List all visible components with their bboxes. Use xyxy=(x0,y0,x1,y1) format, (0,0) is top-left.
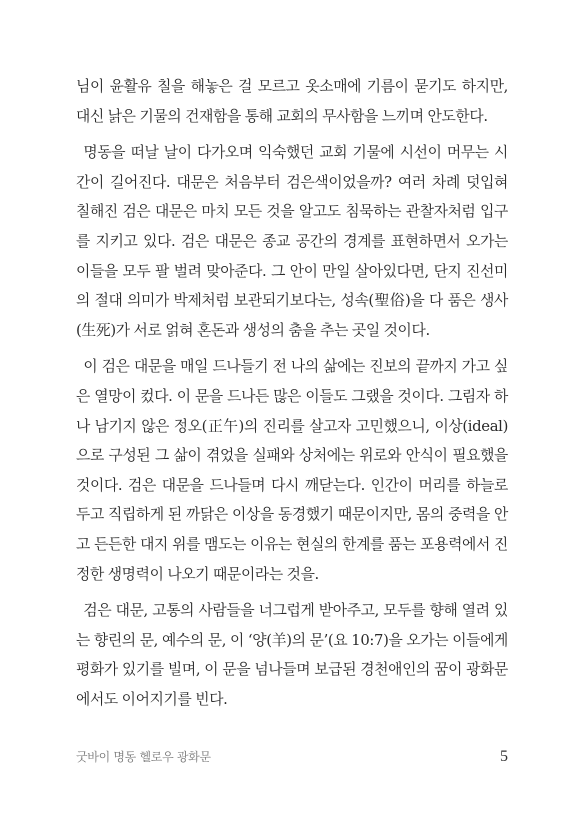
paragraph-3: 이 검은 대문을 매일 드나들기 전 나의 삶에는 진보의 끝까지 가고 싶은 열망이 컸다. 이 문을 드나든 많은 이들도 그랬을 것이다. 그림자 하나 남기지 않은 정오(正午)의 진리를 살고자 고민했으니, 이상(ideal)으로 구성된 그 삶이 겪었을 실패와 상처에는 위로와 안식이 필요했을 것이다. 검은 대문을 드나들며 다시 깨닫는다. 인간이 머리를 하늘로 두고 직립하게 된 까닭은 이상을 동경했기 때문이지만, 몸의 중력을 안고 든든한 대지 위를 맴도는 이유는 현실의 한계를 품는 포용력에서 진정한 생명력이 나오기 때문이라는 것을. xyxy=(76,358,508,583)
body-text xyxy=(76,72,508,714)
paragraph-2: 명동을 떠날 날이 다가오며 익숙했던 교회 기물에 시선이 머무는 시간이 길어진다. 대문은 처음부터 검은색이었을까? 여러 차례 덧입혀 칠해진 검은 대문은 마치 모든 것을 알고도 침묵하는 관찰자처럼 입구를 지키고 있다. 검은 대문은 종교 공간의 경계를 표현하면서 오가는 이들을 모두 팔 벌려 맞아준다. 그 안이 만일 살아있다면, 단지 진선미의 절대 의미가 박제처럼 보관되기보다는, 성속(聖俗)을 다 품은 생사(生死)가 서로 얽혀 혼돈과 생성의 춤을 추는 곳일 것이다. xyxy=(76,144,508,339)
running-title: 굿바이 명동 헬로우 광화문 xyxy=(76,750,211,764)
paragraph-1: 님이 윤활유 칠을 해놓은 걸 모르고 옷소매에 기름이 묻기도 하지만, 대신 낡은 기물의 건재함을 통해 교회의 무사함을 느끼며 안도한다. xyxy=(76,78,508,125)
paragraph-4: 검은 대문, 고통의 사람들을 너그럽게 받아주고, 모두를 향해 열려 있는 향린의 문, 예수의 문, 이 ‘양(羊)의 문’(요 10:7)을 오가는 이들에게 평화가 있기를 빌며, 이 문을 넘나들며 보급된 경천애인의 꿈이 광화문에서도 이어지기를 빈다. xyxy=(76,602,508,708)
page-number: 5 xyxy=(500,748,508,765)
page-footer xyxy=(76,748,508,766)
